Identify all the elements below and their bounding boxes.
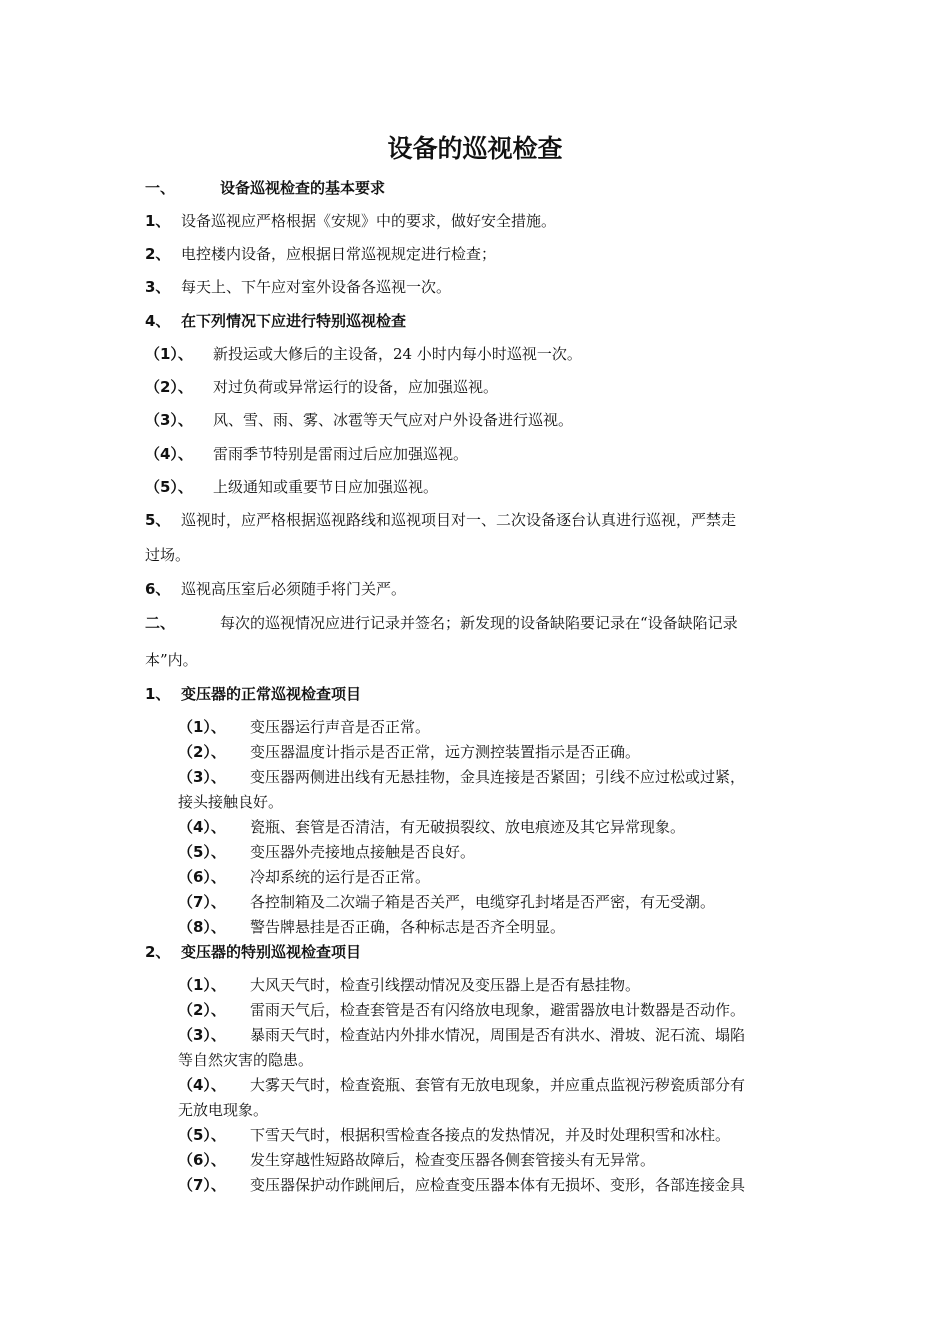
inspection-item	[178, 1150, 655, 1170]
item-text: 变压器保护动作跳闸后，应检查变压器本体有无损坏、变形，各部连接金具	[250, 1176, 746, 1194]
item-number: 4、	[145, 312, 171, 330]
item-number: 1、	[145, 685, 171, 703]
section-1-heading	[145, 178, 385, 198]
item-text: 大风天气时，检查引线摆动情况及变压器上是否有悬挂物。	[250, 976, 641, 994]
inspection-item	[178, 1075, 745, 1095]
item-text: 变压器运行声音是否正常。	[250, 718, 431, 736]
item-text: 巡视时，应严格根据巡视路线和巡视项目对一、二次设备逐台认真进行巡视，严禁走	[181, 511, 737, 529]
item-text: 在下列情况下应进行特别巡视检查	[181, 312, 407, 330]
item-continuation: 无放电现象。	[178, 1101, 269, 1119]
item-text: 瓷瓶、套管是否清洁，有无破损裂纹、放电痕迹及其它异常现象。	[250, 818, 686, 836]
item-number: 5、	[145, 511, 171, 529]
basic-item	[145, 244, 496, 264]
item-number: （7）、	[178, 893, 226, 911]
special-case-item	[145, 377, 498, 397]
item-number: （1）、	[178, 718, 226, 736]
item-number: （5）、	[178, 843, 226, 861]
inspection-item	[178, 1025, 745, 1045]
item-continuation: 接头接触良好。	[178, 793, 284, 811]
subsection-heading	[145, 684, 361, 704]
item-text: 发生穿越性短路故障后，检查变压器各侧套管接头有无异常。	[250, 1151, 656, 1169]
item-text: 变压器温度计指示是否正常，远方测控装置指示是否正确。	[250, 743, 641, 761]
item-number: （2）、	[178, 1001, 226, 1019]
inspection-item	[178, 1125, 730, 1145]
inspection-item	[178, 1000, 745, 1020]
inspection-item	[178, 892, 715, 912]
inspection-item	[178, 842, 475, 862]
item-continuation: 过场。	[145, 546, 191, 564]
subsection-title: 变压器的正常巡视检查项目	[181, 685, 362, 703]
item-number: （4）、	[178, 818, 226, 836]
item-number: （4）、	[178, 1076, 226, 1094]
item-text: 变压器两侧进出线有无悬挂物，金具连接是否紧固；引线不应过松或过紧，	[250, 768, 746, 786]
item-number: （5）、	[145, 478, 193, 496]
item-number: 3、	[145, 278, 171, 296]
inspection-item	[178, 1175, 745, 1195]
item-text: 设备巡视应严格根据《安规》中的要求，做好安全措施。	[181, 212, 557, 230]
basic-item	[145, 311, 406, 331]
document-title: 设备的巡视检查	[387, 134, 563, 163]
basic-item	[145, 579, 406, 599]
item-number: 6、	[145, 580, 171, 598]
basic-item	[145, 211, 556, 231]
item-text: 警告牌悬挂是否正确，各种标志是否齐全明显。	[250, 918, 566, 936]
item-continuation: 本”内。	[145, 651, 198, 669]
item-text: 雷雨天气后，检查套管是否有闪络放电现象，避雷器放电计数器是否动作。	[250, 1001, 746, 1019]
item-text: 对过负荷或异常运行的设备，应加强巡视。	[213, 378, 499, 396]
item-number: （6）、	[178, 868, 226, 886]
item-number: （2）、	[178, 743, 226, 761]
section-2-heading	[145, 613, 738, 633]
item-number: （1）、	[178, 976, 226, 994]
item-number: （5）、	[178, 1126, 226, 1144]
section-1-title: 设备巡视检查的基本要求	[220, 179, 386, 197]
inspection-item	[178, 717, 430, 737]
section-2-number: 二、	[145, 614, 176, 632]
item-number: 2、	[145, 245, 171, 263]
special-case-item	[145, 444, 468, 464]
inspection-item	[178, 817, 685, 837]
special-case-item	[145, 410, 573, 430]
inspection-item	[178, 975, 640, 995]
inspection-item	[178, 767, 745, 787]
special-case-item	[145, 344, 582, 364]
item-number: （1）、	[145, 345, 193, 363]
item-number: （3）、	[145, 411, 193, 429]
item-text: 各控制箱及二次端子箱是否关严，电缆穿孔封堵是否严密，有无受潮。	[250, 893, 716, 911]
item-text: 新投运或大修后的主设备，24 小时内每小时巡视一次。	[213, 345, 582, 363]
item-text: 雷雨季节特别是雷雨过后应加强巡视。	[213, 445, 469, 463]
item-text: 风、雪、雨、雾、冰雹等天气应对户外设备进行巡视。	[213, 411, 574, 429]
item-text: 大雾天气时，检查瓷瓶、套管有无放电现象，并应重点监视污秽瓷质部分有	[250, 1076, 746, 1094]
basic-item	[145, 277, 451, 297]
item-number: （2）、	[145, 378, 193, 396]
item-text: 巡视高压室后必须随手将门关严。	[181, 580, 407, 598]
special-case-item	[145, 477, 438, 497]
inspection-item	[178, 742, 640, 762]
subsection-title: 变压器的特别巡视检查项目	[181, 943, 362, 961]
item-number: 1、	[145, 212, 171, 230]
item-number: （4）、	[145, 445, 193, 463]
item-text: 每天上、下午应对室外设备各巡视一次。	[181, 278, 452, 296]
item-text: 变压器外壳接地点接触是否良好。	[250, 843, 476, 861]
item-number: 2、	[145, 943, 171, 961]
item-text: 上级通知或重要节日应加强巡视。	[213, 478, 439, 496]
item-number: （3）、	[178, 768, 226, 786]
item-continuation: 等自然灾害的隐患。	[178, 1051, 314, 1069]
item-number: （7）、	[178, 1176, 226, 1194]
item-number: （3）、	[178, 1026, 226, 1044]
item-text: 下雪天气时，根据积雪检查各接点的发热情况，并及时处理积雪和冰柱。	[250, 1126, 731, 1144]
section-2-text: 每次的巡视情况应进行记录并签名；新发现的设备缺陷要记录在“设备缺陷记录	[220, 614, 738, 632]
item-number: （8）、	[178, 918, 226, 936]
subsection-heading	[145, 942, 361, 962]
section-1-number: 一、	[145, 179, 176, 197]
item-text: 电控楼内设备，应根据日常巡视规定进行检查；	[181, 245, 497, 263]
item-number: （6）、	[178, 1151, 226, 1169]
item-text: 冷却系统的运行是否正常。	[250, 868, 431, 886]
inspection-item	[178, 917, 565, 937]
inspection-item	[178, 867, 430, 887]
basic-item	[145, 510, 736, 530]
item-text: 暴雨天气时，检查站内外排水情况，周围是否有洪水、滑坡、泥石流、塌陷	[250, 1026, 746, 1044]
